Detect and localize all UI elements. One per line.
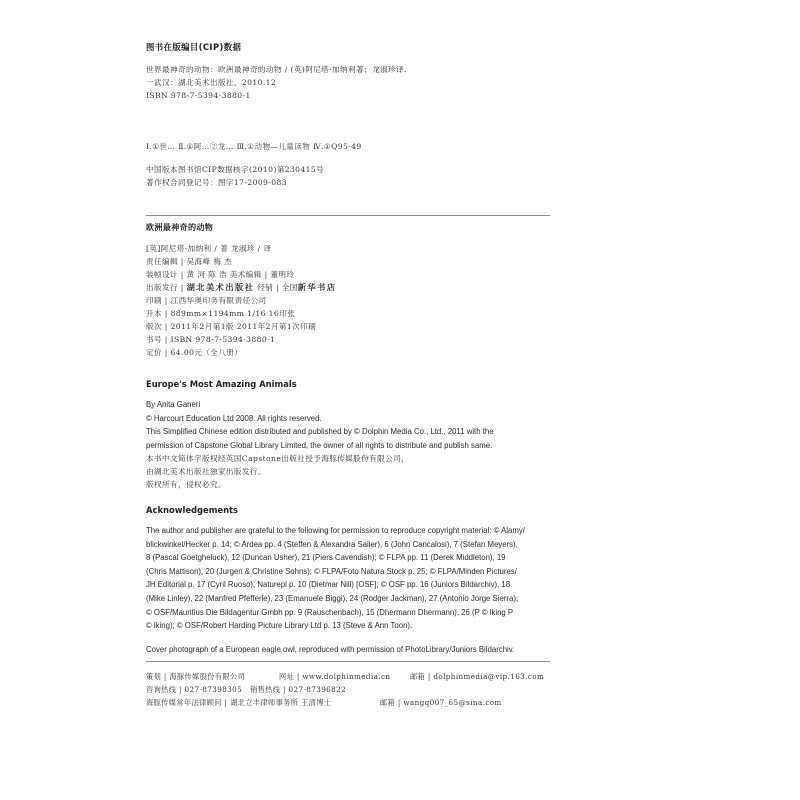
- cip-heading: 图书在版编目(CIP)数据: [146, 42, 242, 52]
- divider: [146, 215, 550, 216]
- author-line: [英]阿尼塔·加纳利 / 著 龙淑珍 / 译: [146, 244, 272, 253]
- consult-hotline: 咨询热线 | 027-87398305: [146, 685, 243, 694]
- footer-row: [146, 683, 556, 696]
- copyright-line: © Harcourt Education Ltd 2008. All rights reserved.: [146, 413, 322, 423]
- acknowledgements-body: [146, 524, 556, 633]
- cip-line: 世界最神奇的动物：欧洲最神奇的动物 / (英)阿尼塔·加纳利著；龙淑珍译.: [146, 65, 407, 74]
- isbn-line: 书号 | ISBN 978-7-5394-3880-1: [146, 335, 276, 344]
- website-info: 网址 | www.dolphinmedia.cn: [279, 672, 391, 681]
- ack-line: © lking); © OSF/Robert Harding Picture Library Ltd p. 13 (Steve & Ann Toon).: [146, 621, 413, 631]
- chinese-title: 欧洲最神奇的动物: [146, 223, 214, 232]
- ack-line: JH Editorial p. 17 (Cyril Ruoso); Naturepl p. 10 (Dietmar Nill) [OSF]; © OSF pp. 16 (Juniors Bildarchiv), 18: [146, 580, 511, 590]
- legal-advisor: 海豚传媒常年法律顾问 | 湖北立丰律师事务所 王清博士: [146, 698, 332, 707]
- ack-line: blickwinkel/Hecker p. 14; © Ardea pp. 4 (Steffen & Alexandra Sailer), 6 (John Cancalosi), 7 (Stefan Meyers),: [146, 539, 518, 549]
- book-credits: [146, 242, 337, 359]
- sales-hotline: 销售热线 | 027-87396822: [250, 685, 347, 694]
- english-copyright-block: [146, 398, 494, 491]
- publisher-logotype: 湖北美术出版社: [186, 282, 255, 292]
- edition-line: 版次 | 2011年2月第1版 2011年2月第1次印刷: [146, 322, 317, 331]
- ack-line: The author and publisher are grateful to the following for permission to reproduce copyright material: © Alamy/: [146, 526, 525, 535]
- acknowledgements-heading: Acknowledgements: [146, 505, 239, 515]
- ack-line: (Chris Mattison), 20 (Jurgen & Christine Sohns); © FLPA/Foto Natura Stock p. 25; © FLPA/Minden Pictures/: [146, 566, 517, 576]
- print-line: 印刷 | 江西华奥印务有限责任公司: [146, 296, 267, 305]
- edition-note: This Simplified Chinese edition distributed and published by © Dolphin Media Co., Ltd., 2011 with the: [146, 427, 494, 437]
- email-info: 邮箱 | dolphinmedia@vip.163.com: [410, 672, 545, 681]
- cip-number-line: 中国版本图书馆CIP数据核字(2010)第230415号: [146, 165, 325, 174]
- ack-line: 8 (Pascal Goetgheluck), 12 (Duncan Usher), 21 (Piers Cavendish); © FLPA pp. 11 (Derek Middleton), 19: [146, 553, 506, 563]
- english-title: Europe's Most Amazing Animals: [146, 379, 297, 389]
- cip-classification: Ⅰ.①世… Ⅱ.①阿…②龙… Ⅲ.①动物—儿童读物 Ⅳ.①Q95-49: [146, 142, 362, 151]
- footer-row: [146, 696, 556, 709]
- legal-email: 邮箱 | wangq007_65@sina.com: [380, 698, 502, 707]
- footer-row: [146, 670, 556, 683]
- cip-line: 一武汉：湖北美术出版社，2010.12: [146, 78, 277, 87]
- cover-photo-credit: Cover photograph of a European eagle owl, reproduced with permission of PhotoLibrary/Juniors Bildarchiv.: [146, 645, 515, 654]
- edition-note: permission of Capstone Global Library Limited, the owner of all rights to distribute and publish same.: [146, 440, 493, 450]
- planner-info: 策划 | 海豚传媒股份有限公司: [146, 672, 246, 681]
- ack-line: (Mike Linley), 22 (Manfred Pfefferle), 23 (Emanuele Biggi), 24 (Rodger Jackman), 27 (Antonio Jorge Sierra);: [146, 593, 519, 603]
- cip-record: [146, 63, 526, 102]
- publisher-label: 出版发行 |: [146, 283, 184, 292]
- divider: [146, 661, 550, 662]
- byline: By Anita Ganeri: [146, 400, 201, 409]
- format-line: 开本 | 889mm×1194mm 1/16 16印张: [146, 309, 296, 318]
- cip-number-line: 著作权合同登记号：图字17-2009-083: [146, 178, 287, 187]
- distributor-logotype: 新华书店: [297, 282, 337, 292]
- cip-line: ISBN 978-7-5394-3880-1: [146, 91, 251, 100]
- publisher-contact-footer: [146, 670, 556, 709]
- rights-note-cn: 本书中文简体字版权经英国Capstone出版社授予海豚传媒股份有限公司，: [146, 454, 410, 464]
- cip-numbers: [146, 163, 324, 189]
- ack-line: © OSF/Mauritius Die Bildagentur Gmbh pp. 9 (Rauschenbach), 15 (Dhermann Dhermann), 26 (P © lking P: [146, 607, 514, 617]
- editor-line: 责任编辑 | 吴海峰 梅 杰: [146, 257, 233, 266]
- rights-note-cn: 由湖北美术出版社独家出版发行。: [146, 467, 266, 477]
- design-line: 装帧设计 | 黄 河 陈 浩 美术编辑 | 董明玲: [146, 270, 295, 279]
- publisher-line: [146, 281, 337, 294]
- price-line: 定价 | 64.00元（全八册）: [146, 348, 243, 357]
- rights-note-cn: 版权所有，侵权必究。: [146, 480, 226, 490]
- distributor-label: 经销 | 全国: [257, 283, 298, 292]
